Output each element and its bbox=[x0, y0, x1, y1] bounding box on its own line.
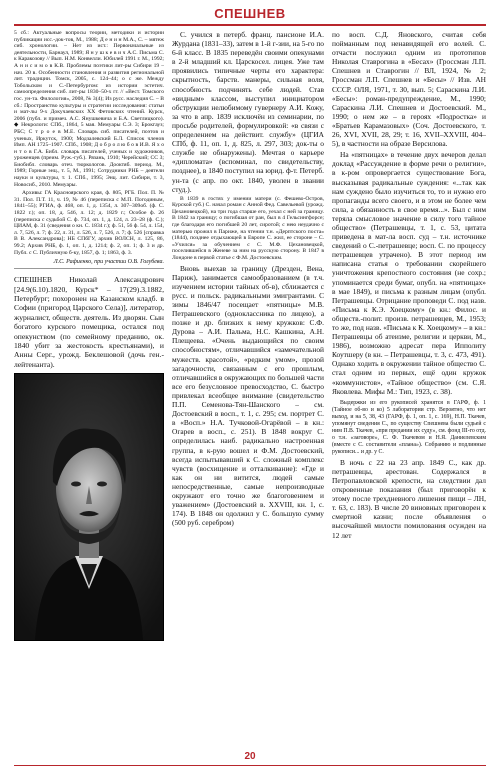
running-header-title: СПЕШНЕВ bbox=[214, 6, 286, 21]
portrait-drawing bbox=[15, 374, 163, 640]
footer-rule bbox=[14, 765, 486, 766]
paragraph-6: В ночь с 22 на 23 апр. 1849 С., как др. петрашевцы, арестован. Содержался в Петропавловской крепости, на следствии дал откровенные показания (был приговорён к этому после трехдневного лишения пищи – ЛН, т. 63, с. 183). В числе 20 виновных приговорен к смертной казни; после объявления о высочайшей милости помилования осужден на 12 лет bbox=[332, 457, 486, 540]
paragraph-2: В 1839 в гостях у имении матери (с. Фешево-Остров, Курской губ.) С. начал роман с Анной Фед. Савельевой (урожд. Цехановецкой), на три года старше его, уехал с ней за границу. В 1842 за границу; о погибшая от ран, был в 4 Гельсингфорсе; где благодаря его погибшей 20 лет, сиротой; с нею неудачно с матерью прожил в Париже, на чтении т.н. «Дерптского поста» (1844), позднее отдыхающей в Европе С. жил, ее стороне – С. «Учился» за обучением с С. М.Ф. Цехановецкой, поселившейся в Женеве за ним на русскую сторону. В 1847 в Лондоне в первой статье с Ф.М. Достоевским. bbox=[172, 195, 324, 262]
divider bbox=[14, 268, 164, 269]
paragraph-5: На «пятницах» в течение двух вечеров делал доклад «Рассуждение в форме речи о религии», в к-ром опровергается существование Бога, высказывая радикальные суждения: «...так как нам суждено было изучиться то, то и нужно его пропаганды всего своего, и в этом не более чем сила, а обязанность в свое время...». Был с ним теряла смысловое значение в силу того тайное общество» (Петрашевцы, т. 1, с. 53, цитата приведена в мат-ла восп. суд – т.н. источнике сведений о С.-петрашевце; восп. С. по процессу петрашевцев утрачено). В этот период им написана статья о требовании скорейшего уничтожения крепостного состояния (не сохр.; упоминается среди бумаг, опубл. на «пятницах» в мае 1849), и письма к разным лицам (опубл. Петрашевцы. Отрицание проповеди С. под назв. «Письма к К.Э. Хоецкому» (в кн.: Филос. и обществ.-полит. произв. петрашевцев, М., 1953; то же, под назв. «Письма к К. Хоецкому» – в кн.: Петрашевцы об атеизме, религии и церкви, М., 1986), возможно адресат пера Ипполиту Коутшеру (в кн. – Петрашевцы, т. 3, с. 473, 491). Однако ходить в окружении тайное общество С. стал одним из первых, ещё один кружок «коммунистов», «Тайное общество» (см. С.Я. Яковлева. Мифы М.: Тип, 1923, с. 38). bbox=[332, 150, 486, 396]
archives-text: Архивы: ГА Красноярского края, ф. 805, РГБ. Пол. П. № 31. Пол. П.Т. 11, ч. 19, № 46 (переписка с М.П. Погодиным, 1841–55); РГИА, ф. 468, оп. 1, д. 1354, л. 307–309об. (ф. С. 1822 г.); оп. 18, д. 546, л. 12; д. 1829 г.; Особое ф. 26 (переписка с судьбой С. ф. 734, оп. 1, д. 124, л. 23–28 (ф. С.); ЦИАМ, ф. 31 (сведения о кн. С. 1834 г.); ф. 51, 56 ф. 54, л. 154, л. 7, 526, л. 7; ф. 22, л. 31, л. 526, л. 7, 526, л. 7; ф. 526 [справка В В. Александрова]; НБ СПбГУ, архив ВОЛСН, л. 125, 86, 99.2; Архив РНБ, ф. 1, оп. 1, д. 1214; ф. 2, оп. 1; ф. 3 и др. Публ. с С. Публичную б-ку, 1857, ф. 1; 1863, ф. 3. bbox=[14, 190, 164, 256]
running-header bbox=[14, 6, 486, 26]
author-signature: Л.С. Рафиенко, при участии О.В. Голубева. bbox=[53, 259, 164, 266]
footnote-text: Выдержки из его рукописей хранятся в ГАРФ, ф. 1 (Тайное об-во и ко) 5 лаборатории стр. Вероятно, что нет выход, и на 5, 38, 43 (ГАРФ, ф. 1, оп. 1, с. 169), Н.П. Ткачев, упомянут сведения С., по существу Спешнева были судьей с ним П.В. Ткачев, «при предании их суду», см. фонд III-го отд. о т.н. «заговоре», С. Ф. Ткачевом и Н.Я. Даниелевским (вместе с С. составители «плана»). Собранию и подлинные рукописи... и др. у С. bbox=[332, 399, 486, 455]
column-middle bbox=[172, 30, 324, 748]
entry-text: СПЕШНЕВ Николай Александрович [24.9(6.10).1820, Курск* – 17(29).3.1882, Петербург; похоронен на Казанском кладб. в Софии (пригород Царского Села)], литератор, журналист, обществ. деятель. Из дворян. Сын богатого курского помещика, остался под опекунством (по семейному преданию, ок. 1840 убит за жестокость крестьянами), и Анны Серг., урожд. Беклешовой (дочь ген.-лейтенанта). bbox=[14, 275, 164, 369]
paragraph-1: С. учился в петерб. франц. пансионе И.А. Журдана (1831–33), затем в 1-й г-зии, на 5-го по 6-й класс. В 1835 переведён своими опекунами в 2-й младший кл. Царскосел. лицея. Уже там проявились типичные черты его характера: скрытность, барств. манеры, сильная воля, способность подчинять себе людей. Став «видным» классом, выступил инициатором обструкции нелюбимому гувернеру А.И. Кожу, за что в апр. 1839 исключён из семинарии, по просьбе родителей, формулировкой: «в связи с определением на действит. службу» (ЦГИА СПб, ф. 11, оп. 1, д. 825, л. 297, 303; док-ты о службе не обнаружены). Мечтая о карьере «дипломата» (вспоминал, по свидетельству, позднее), в 1840 поступил на юрид. ф-т. Петерб. ун-та (с апр. по окт. 1840, уволен в звании студ.). bbox=[172, 30, 324, 194]
paragraph-4: по восп. С.Д. Яновского, считая себя пойманным под ненавидящей его волей. С. отчасти послужил одним из прототипов Николая Ставрогина в «Бесах» (Гроссман Л.П. Спешнев и Ставрогин // ВЛ, 1924, № 2; Гроссман Л.П. Спешнев и «Бесы» // Изв. АН СССР. ОЛЯ, 1971, т. 30, вып. 5; Сараскина Л.И. «Бесы»: роман-предупреждение, М., 1990; Сараскина Л.И. Спешнев и Достоевский. М., 1990; о нем же – в героях «Подростка» и «Братьев Карамазовых» (Соч. Достоевского, т. 26, XVI, XVII, 28, 29; т. 16, XVII–XXVIII, 404–5), в частности на образе Версилова. bbox=[332, 30, 486, 149]
paragraph-3: Вновь выехав за границу (Дрезден, Вена, Париж), занимается самообразованием (в т.ч. изучением истории тайных об-в), сближается с русс. и польск. радикальными эмигрантами. С зимы 1846/47 посещает «пятницы» М.В. Петрашевского (одноклассника по лицею), а позже и др. близких к нему кружков: С.Ф. Дурова – А.И. Пальма, Н.С. Кашкина, А.Н. Плещеева. «Очень выдающийся по своим способностям», отличавшийся «замечательной мужеств. красотой», «редким умом», прозой загадочности, связанным с его прошлым, отличавшийся в окружающих по большей части все его безусловное превосходство, С. быстро привлекал всеобщее внимание (свидетельство П.П. Семенова-Тян-Шанского – см. Достоевский в восп., т. 1, с. 295; см. портрет С. в «Восп.» Н.А. Тучковой-Огарёвой – в кн.: Огарев в восп., с. 251). В 1848 вокруг С. определилась наиб. радикально настроенная группа, в к-рую вошел и Ф.М. Достоевский, всегда испытывавший к С. сложный комплекс чувств (восхищение и отталкивание): «Где и как он ни витится, людей самые непосредственные, самые непроизводные окружают его точно же благоговением и уважением» (Достоевский в. XXVIII, кн. 1, с. 174). В 1848 он одолжил у С. большую сумму (500 руб. серебром) bbox=[172, 263, 324, 528]
bibliography-text: 5 сб.: Актуальные вопросы теории, методики и истории публикации исс.-док-тов, М., 1988; Д е н и н М.А., С. – мятеж сиб. хронологии. – Нет из ист.: Первоначальные из деятельности, Барнаул, 1989; Я н у ш к е в и ч А.С. Письма С. к Каракозову // Вып. Н.М. Конвелли. Юбилей 1991 г. М., 1992; А н и с и м о в К.В. Проблемы поэтики лит-ры Сибири 19 – нач. 20 в. Особенности становления и развития региональной лит. традиции. Томск, 2005, с. 124–44; о с же. Между Тобольском и С.-Петербургом: из истории эстетич. самоопределения сиб. лит-ры 1830–50-х гг. // «Вест. Томского гос. ун-та. Филология», 2008, № 3(4); Из русс. наследия С. – В сб.: Пространство культуры и стратегии исследования: статьи и мат-лы 9-х Докучаевских XX Фетовских чтений. Курск, 2006 (публ. и примеч. А.С. Янушкевича и Б.А. Светлицкого). ◆ Некрологи: СПб., 1864, 5 мая. Мемуары С.Э. 3; Брокгауз; РБС; С т р о е в М.Е. Словарь сиб. писателей, поэтов и ученых, Иркутск, 1900; Модзалевский Б.Л. Список членов Имп. АН 1725–1907. СПб., 1908; Д о б р о л ю б о в И.В. Я х о н т о в Г.А. Библ. словарь писателей, ученых и художников, уроженцев (преим. Руж.-губ.). Рязань, 1910; Черейский; СС 3; Биобибл. словарь отеч. тюркологов. Дооктяб. период. М., 1989; Горные энц., т. 5, М., 1991; Сотрудники РНБ – деятели науки и культуры, т. 1. СПб., 1995; Энц. лит. Сибири, т. 3, Новосиб., 2010. Мемуары. bbox=[14, 30, 164, 188]
page-number: 20 bbox=[244, 751, 256, 762]
portrait-image bbox=[14, 373, 164, 641]
column-right bbox=[332, 30, 486, 748]
column-left bbox=[14, 30, 164, 748]
